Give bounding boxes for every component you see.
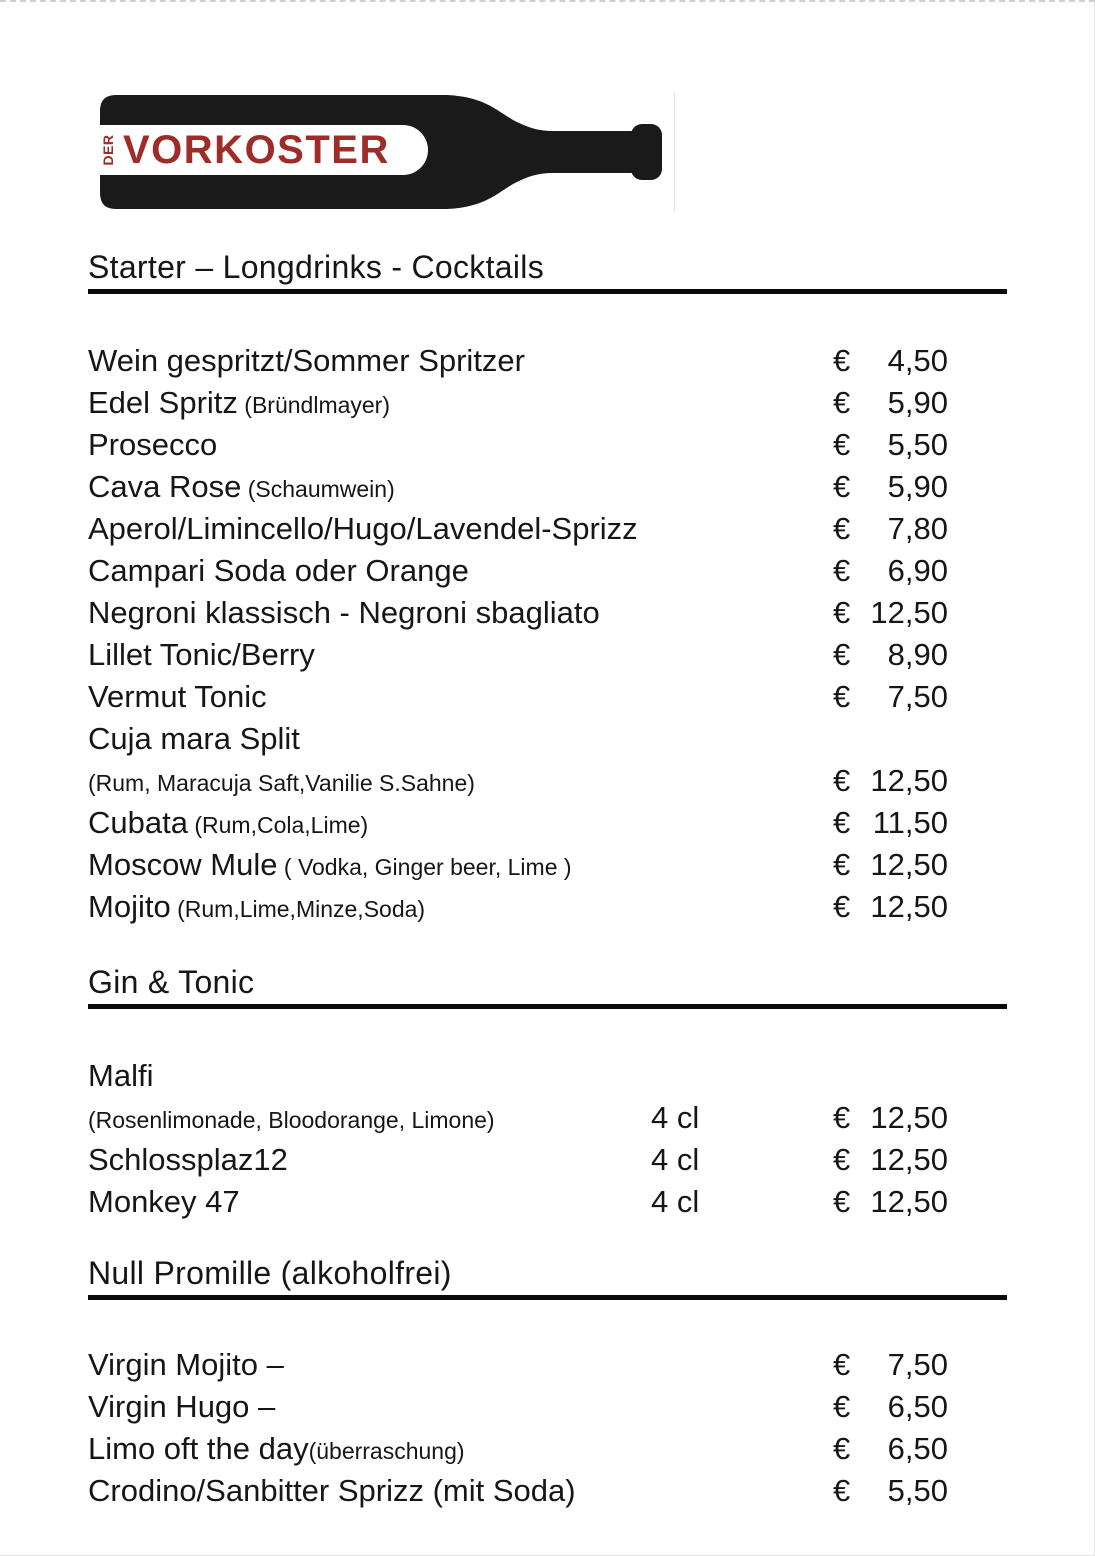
item-name: Edel Spritz [88,385,238,420]
euro-sign: € [833,637,851,672]
item-name: Virgin Mojito – [88,1347,284,1382]
price-value: 5,50 [887,427,948,462]
price-value: 6,50 [887,1431,948,1466]
section-items [88,1345,948,1513]
item-name: Cuja mara Split [88,721,300,756]
menu-item-row [88,1387,948,1429]
item-name: Mojito [88,889,171,924]
euro-sign: € [833,595,851,630]
price-value: 12,50 [870,1142,948,1177]
item-name-cell [88,1387,651,1429]
price-value: 5,90 [887,469,948,504]
item-price [833,887,948,926]
item-price [833,635,948,674]
menu-item-row [88,803,948,845]
euro-sign: € [833,679,851,714]
item-price [833,1345,948,1384]
item-name-cell [88,1182,651,1224]
price-value: 12,50 [870,595,948,630]
item-name-cell [88,803,651,845]
item-name: Prosecco [88,427,218,462]
item-price [833,1182,948,1221]
menu-item-row [88,845,948,887]
item-name-cell [88,509,651,551]
item-detail: (Rosenlimonade, Bloodorange, Limone) [88,1107,495,1133]
item-name-cell [88,635,651,677]
item-name: Schlossplaz12 [88,1142,288,1177]
menu-item-row [88,425,948,467]
item-name: Negroni klassisch - Negroni sbagliato [88,595,600,630]
item-name: Monkey 47 [88,1184,240,1219]
price-value: 6,50 [887,1389,948,1424]
price-value: 12,50 [870,847,948,882]
item-price [833,341,948,380]
menu-section-gin-tonic [88,965,1007,1224]
item-name-cell [88,719,651,761]
item-name: Cubata [88,805,188,840]
logo-name-text: VORKOSTER [123,128,390,172]
item-name-cell [88,677,651,719]
euro-sign: € [833,553,851,588]
item-price [833,677,948,716]
menu-item-row [88,1140,948,1182]
euro-sign: € [833,1431,851,1466]
item-name: Crodino/Sanbitter Sprizz (mit Soda) [88,1473,576,1508]
logo [97,92,675,212]
item-name-cell [88,551,651,593]
item-detail: ( Vodka, Ginger beer, Lime ) [277,854,572,880]
price-value: 7,50 [887,679,948,714]
item-name: Limo oft the day [88,1431,309,1466]
euro-sign: € [833,511,851,546]
menu-item-row [88,887,948,929]
item-price [833,467,948,506]
item-name-cell [88,1471,651,1513]
item-name-cell [88,761,651,803]
item-price [833,509,948,548]
item-name-cell [88,1429,651,1471]
item-name-cell [88,425,651,467]
euro-sign: € [833,1184,851,1219]
euro-sign: € [833,385,851,420]
item-name-cell [88,383,651,425]
item-price [833,1471,948,1510]
item-name: Cava Rose [88,469,242,504]
item-name-cell [88,845,651,887]
euro-sign: € [833,889,851,924]
section-items [88,1056,948,1224]
euro-sign: € [833,805,851,840]
euro-sign: € [833,847,851,882]
item-name-cell [88,341,651,383]
section-items [88,341,948,929]
price-value: 11,50 [872,805,948,840]
item-name: Aperol/Limincello/Hugo/Lavendel-Sprizz [88,511,638,546]
item-price [833,425,948,464]
item-name: Virgin Hugo – [88,1389,276,1424]
menu-item-row [88,635,948,677]
item-name-cell [88,1345,651,1387]
wine-bottle-icon [97,92,665,212]
price-value: 12,50 [870,1184,948,1219]
price-value: 8,90 [887,637,948,672]
item-detail: (Rum,Cola,Lime) [187,812,369,838]
item-price [833,761,948,800]
menu-item-row [88,509,948,551]
item-price [833,1429,948,1468]
logo-der-text: DER [100,134,116,166]
euro-sign: € [833,469,851,504]
item-detail: (Rum, Maracuja Saft,Vanilie S.Sahne) [88,770,475,796]
item-price [833,845,948,884]
item-price [833,1098,948,1137]
price-value: 5,50 [887,1473,948,1508]
item-detail: (Bründlmayer) [237,392,391,418]
menu-item-row [88,761,948,803]
menu-item-row [88,593,948,635]
menu-item-row [88,1471,948,1513]
price-value: 12,50 [870,1100,948,1135]
item-price [833,803,948,842]
menu-item-row [88,719,948,761]
item-detail: (überraschung) [308,1438,465,1464]
price-value: 7,80 [887,511,948,546]
menu-item-row [88,1098,948,1140]
price-value: 12,50 [870,889,948,924]
menu-item-row [88,551,948,593]
item-detail: (Rum,Lime,Minze,Soda) [170,896,426,922]
price-value: 4,50 [887,343,948,378]
item-price [833,593,948,632]
euro-sign: € [833,343,851,378]
item-name-cell [88,1056,651,1098]
item-name-cell [88,887,651,929]
euro-sign: € [833,1473,851,1508]
menu-item-row [88,383,948,425]
euro-sign: € [833,1100,851,1135]
menu-item-row [88,677,948,719]
item-name: Vermut Tonic [88,679,267,714]
item-price [833,551,948,590]
price-value: 5,90 [887,385,948,420]
item-size: 4 cl [651,1142,700,1177]
section-title: Starter – Longdrinks - Cocktails [88,250,1007,294]
item-price [833,1140,948,1179]
section-title: Gin & Tonic [88,965,1007,1009]
item-name: Lillet Tonic/Berry [88,637,315,672]
menu-item-row [88,1345,948,1387]
price-value: 12,50 [870,763,948,798]
item-price [833,1387,948,1426]
menu-item-row [88,1182,948,1224]
menu-content [88,250,1007,1513]
menu-section-starter [88,250,1007,929]
menu-item-row [88,1429,948,1471]
euro-sign: € [833,1347,851,1382]
menu-item-row [88,1056,948,1098]
item-size: 4 cl [651,1100,700,1135]
section-title: Null Promille (alkoholfrei) [88,1256,1007,1300]
euro-sign: € [833,1389,851,1424]
item-size: 4 cl [651,1184,700,1219]
euro-sign: € [833,1142,851,1177]
item-name-cell [88,467,651,509]
item-name-cell [88,1140,651,1182]
item-detail: (Schaumwein) [241,476,395,502]
item-name: Campari Soda oder Orange [88,553,469,588]
menu-item-row [88,467,948,509]
item-name: Wein gespritzt/Sommer Spritzer [88,343,525,378]
euro-sign: € [833,427,851,462]
menu-section-null-promille [88,1256,1007,1513]
item-name-cell [88,593,651,635]
price-value: 6,90 [887,553,948,588]
item-name-cell [88,1098,651,1140]
item-name: Moscow Mule [88,847,278,882]
item-price [833,383,948,422]
price-value: 7,50 [887,1347,948,1382]
menu-item-row [88,341,948,383]
item-name: Malfi [88,1058,154,1093]
euro-sign: € [833,763,851,798]
